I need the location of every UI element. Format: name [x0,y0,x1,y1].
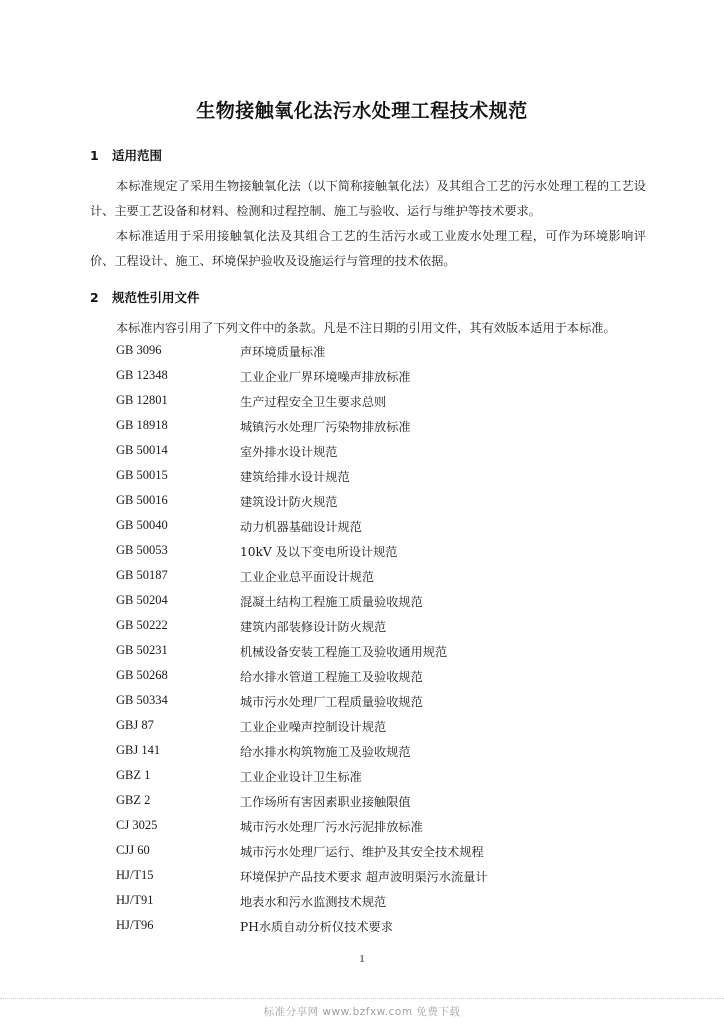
reference-item [0,468,724,488]
reference-code: GBZ 1 [116,768,151,782]
reference-code: GB 50204 [116,593,168,607]
reference-name: 城市污水处理厂污水污泥排放标准 [240,820,423,834]
reference-name: 环境保护产品技术要求 超声波明渠污水流量计 [240,870,488,884]
reference-name: 工业企业噪声控制设计规范 [240,720,387,734]
reference-code: GB 50015 [116,468,168,482]
reference-name: 工业企业总平面设计规范 [240,570,375,584]
reference-name: 城镇污水处理厂污染物排放标准 [240,420,411,434]
reference-name: 建筑内部装修设计防火规范 [240,620,387,634]
reference-item [0,843,724,863]
reference-code: CJ 3025 [116,818,158,832]
document-title: 生物接触氧化法污水处理工程技术规范 [196,100,528,122]
reference-item [0,818,724,838]
section-number: 1 [90,148,99,163]
reference-code: HJ/T96 [116,918,154,932]
reference-item [0,693,724,713]
reference-code: HJ/T15 [116,868,154,882]
reference-item [0,768,724,788]
reference-name: 给水排水管道工程施工及验收规范 [240,670,423,684]
footer-watermark: 标准分享网 www.bzfxw.com 免费下载 [263,1006,461,1018]
reference-code: GBJ 141 [116,743,161,757]
reference-name: 机械设备安装工程施工及验收通用规范 [240,645,448,659]
reference-item [0,893,724,913]
reference-code: GB 50016 [116,493,168,507]
reference-name: 建筑设计防火规范 [240,495,338,509]
reference-item [0,493,724,513]
section-number: 2 [90,290,99,305]
reference-code: GB 50268 [116,668,168,682]
reference-item [0,593,724,613]
reference-name: 城市污水处理厂运行、维护及其安全技术规程 [240,845,484,859]
reference-name: 生产过程安全卫生要求总则 [240,395,387,409]
reference-code: GB 50187 [116,568,168,582]
reference-item [0,343,724,363]
reference-code: GB 50222 [116,618,168,632]
reference-item [0,443,724,463]
reference-code: GB 50014 [116,443,168,457]
reference-item [0,568,724,588]
reference-code: GB 12801 [116,393,168,407]
reference-name: 城市污水处理厂工程质量验收规范 [240,695,423,709]
reference-item [0,618,724,638]
reference-item [0,868,724,888]
reference-name: 工作场所有害因素职业接触限值 [240,795,411,809]
reference-name: 建筑给排水设计规范 [240,470,350,484]
section-2-paragraph-1: 本标准内容引用了下列文件中的条款。凡是不注日期的引用文件，其有效版本适用于本标准。 [116,321,616,335]
reference-name: 动力机器基础设计规范 [240,520,362,534]
reference-code: GB 50040 [116,518,168,532]
reference-name: PH水质自动分析仪技术要求 [240,920,393,934]
reference-item [0,668,724,688]
reference-code: HJ/T91 [116,893,154,907]
reference-code: GBZ 2 [116,793,151,807]
reference-code: CJJ 60 [116,843,150,857]
reference-name: 室外排水设计规范 [240,445,338,459]
reference-item [0,368,724,388]
section-2-heading [90,288,200,306]
reference-item [0,718,724,738]
reference-item [0,418,724,438]
reference-code: GB 12348 [116,368,168,382]
reference-code: GB 3096 [116,343,162,357]
section-1-paragraph-2: 本标准适用于采用接触氧化法及其组合工艺的生活污水或工业废水处理工程，可作为环境影响评价、工程设计、施工、环境保护验收及设施运行与管理的技术依据。 [90,229,646,268]
section-title: 规范性引用文件 [112,290,200,305]
section-1-heading [90,146,162,164]
reference-name: 混凝土结构工程施工质量验收规范 [240,595,423,609]
page-number: 1 [359,953,365,965]
reference-name: 声环境质量标准 [240,345,326,359]
reference-item [0,518,724,538]
reference-code: GB 50231 [116,643,168,657]
reference-item [0,393,724,413]
reference-name: 10kV 及以下变电所设计规范 [240,545,398,559]
reference-name: 工业企业设计卫生标准 [240,770,362,784]
reference-item [0,543,724,563]
reference-code: GB 50053 [116,543,168,557]
reference-item [0,793,724,813]
section-1-paragraph-1: 本标准规定了采用生物接触氧化法（以下简称接触氧化法）及其组合工艺的污水处理工程的工艺设计、主要工艺设备和材料、检测和过程控制、施工与验收、运行与维护等技术要求。 [90,179,646,218]
reference-code: GB 18918 [116,418,168,432]
reference-item [0,643,724,663]
reference-item [0,918,724,938]
reference-name: 工业企业厂界环境噪声排放标准 [240,370,411,384]
footer-divider [0,998,724,999]
reference-name: 给水排水构筑物施工及验收规范 [240,745,411,759]
reference-code: GBJ 87 [116,718,154,732]
reference-item [0,743,724,763]
reference-code: GB 50334 [116,693,168,707]
section-title: 适用范围 [112,148,163,163]
reference-name: 地表水和污水监测技术规范 [240,895,387,909]
